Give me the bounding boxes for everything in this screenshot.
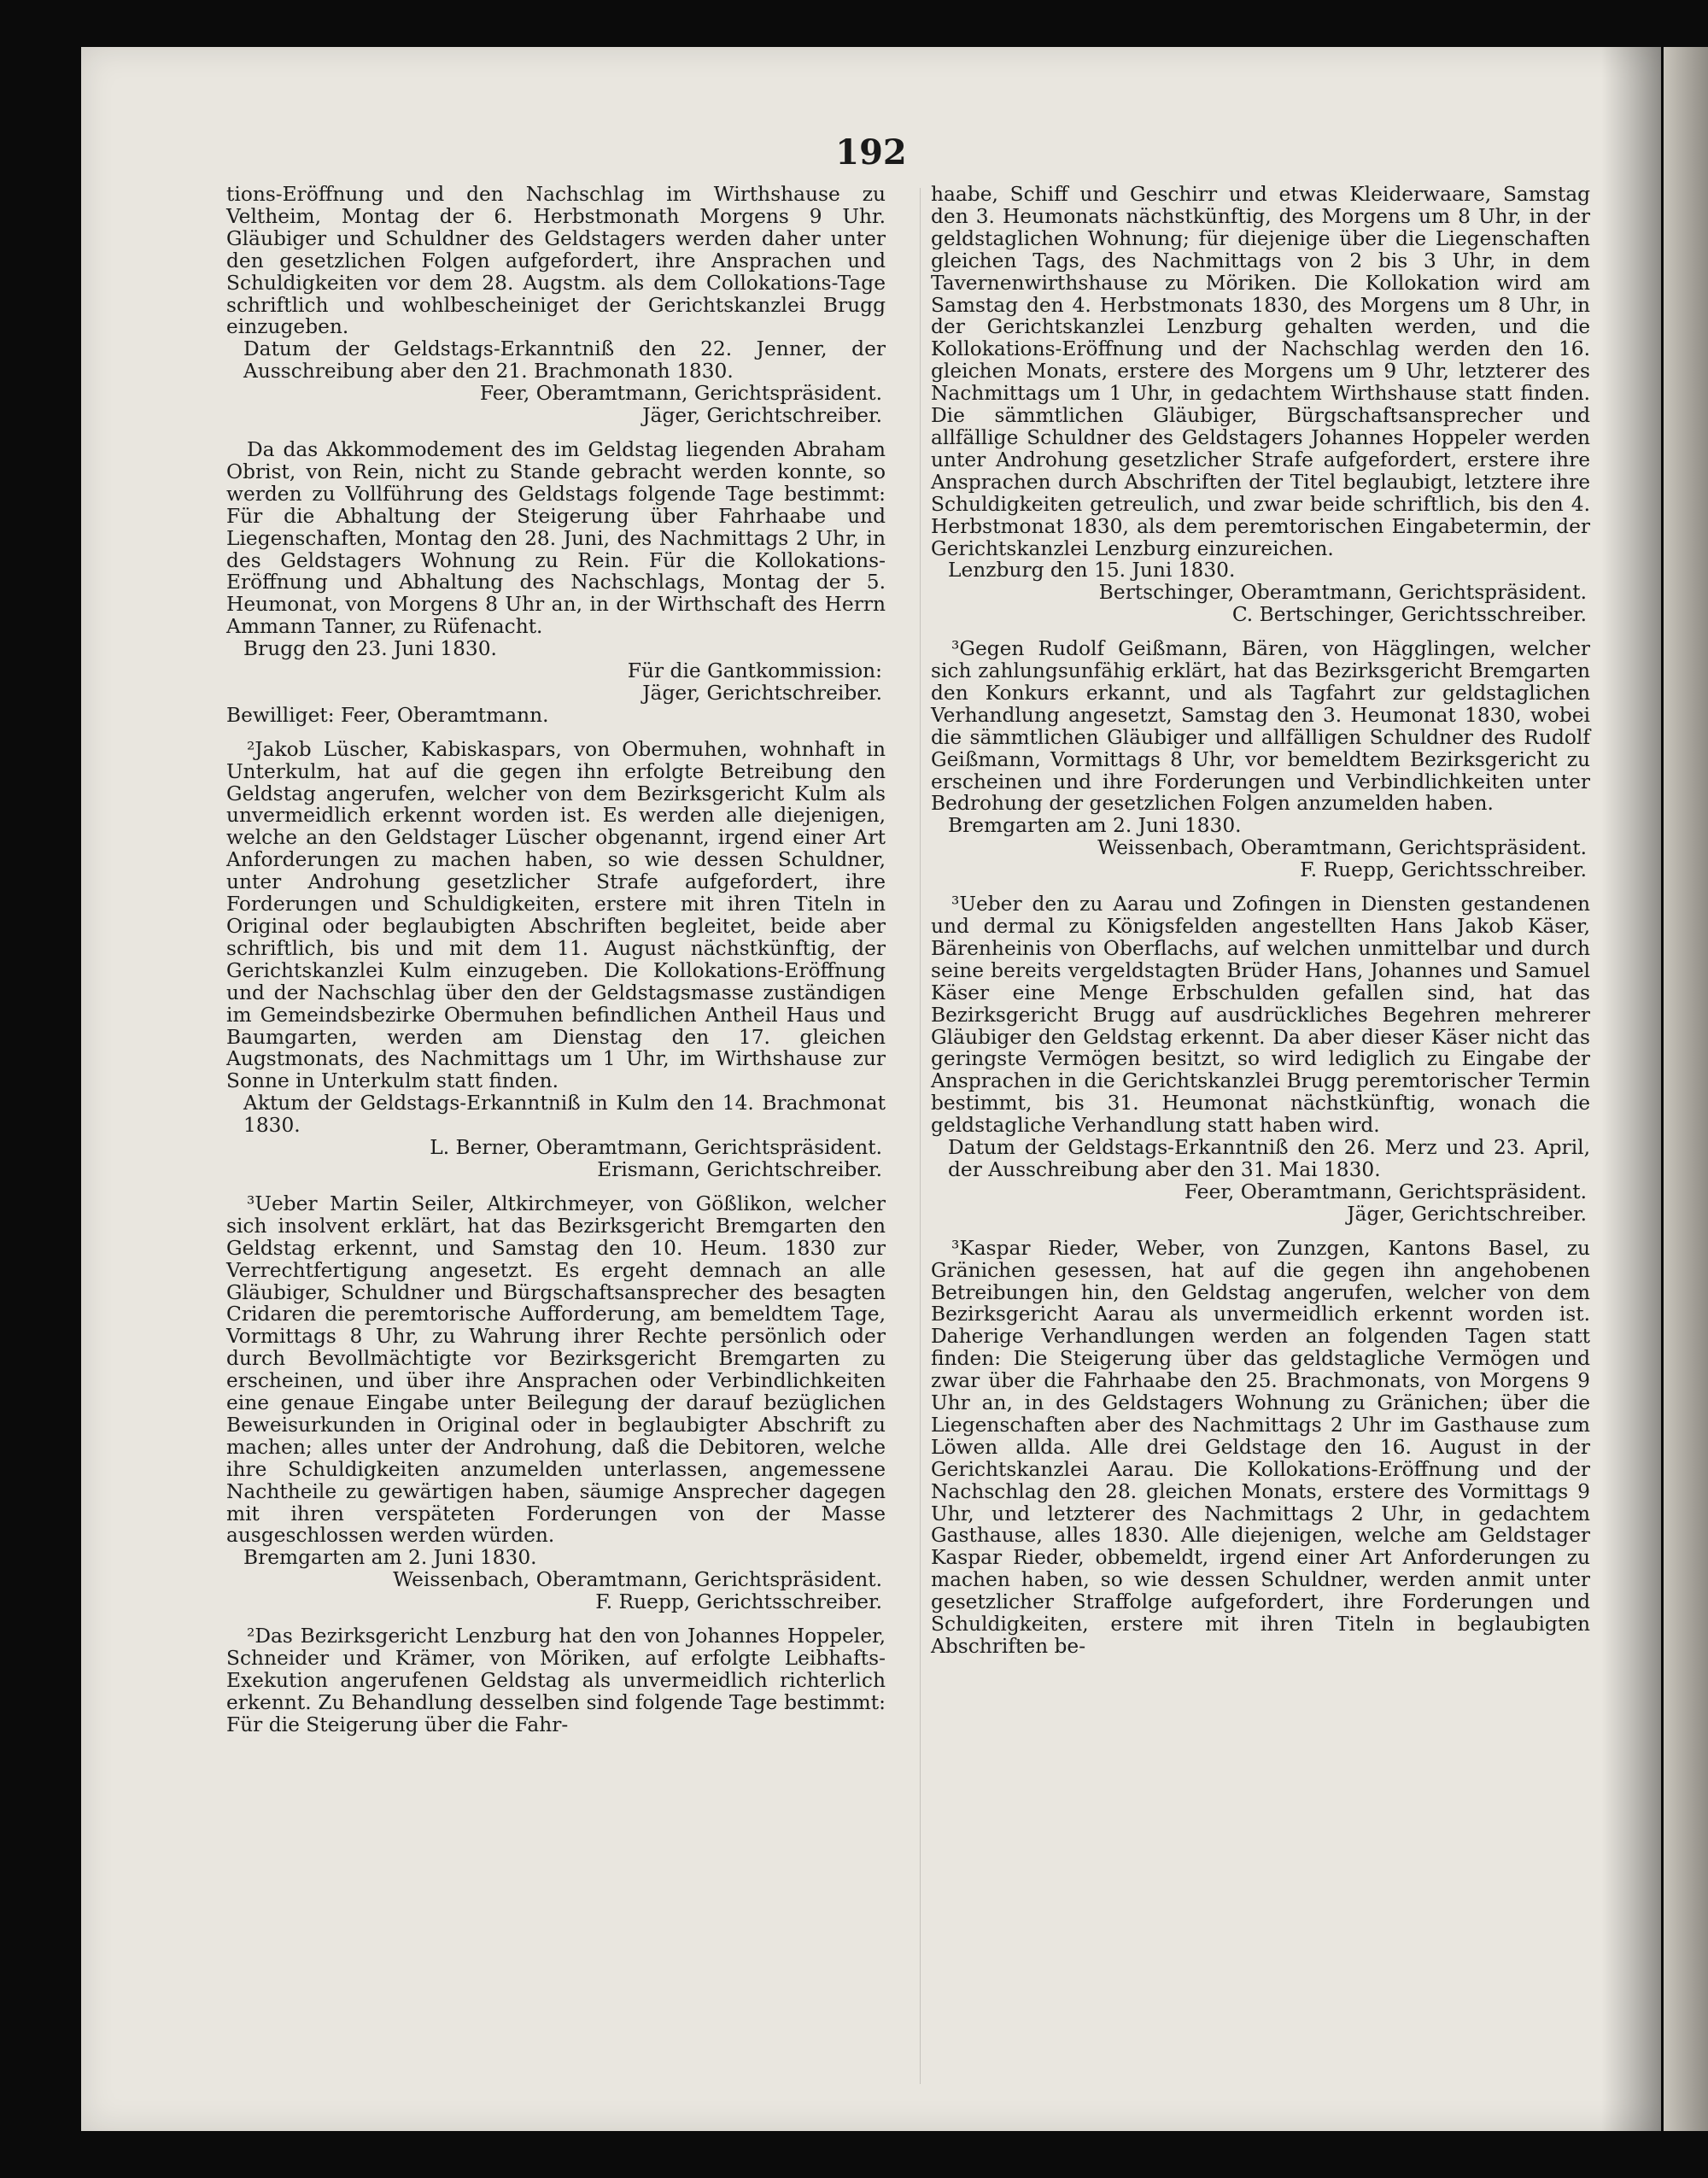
notice-signature: L. Berner, Oberamtmann, Gerichtspräsident. [430, 1136, 882, 1160]
right-column [931, 184, 1590, 1670]
notice-kaeser [931, 893, 1590, 1226]
notice-signature: Für die Gantkommission: [627, 659, 882, 683]
notice-signature: Weissenbach, Oberamtmann, Gerichtspräsident. [1097, 836, 1587, 860]
notice-signature-clerk: Jäger, Gerichtschreiber. [642, 404, 882, 428]
notice-body: haabe, Schiff und Geschirr und etwas Kleiderwaare, Samstag den 3. Heumonats nächstkünftig, des Morgens um 8 Uhr, in der geldstaglichen Wohnung; für diejenige über die Liegenschaften gleichen Tags, des Nachmittags von 2 bis 3 Uhr, in dem Tavernenwirthshause zu Möriken. Die Kollokation wird am Samstag den 4. Herbstmonats 1830, des Morgens um 8 Uhr, in der Gerichtskanzlei Lenzburg gehalten werden, und die Kollokations-Eröffnung und der Nachschlag werden den 16. gleichen Monats, erstere des Morgens um 9 Uhr, letzterer des Nachmittags um 1 Uhr, in gedachtem Wirthshause statt finden. Die sämmtlichen Gläubiger, Bürgschaftsansprecher und allfällige Schuldner des Geldstagers Johannes Hoppeler werden unter Androhung gesetzlicher Strafe aufgefordert, erstere ihre Ansprachen durch Abschriften der Titel beglaubigt, letztere ihre Schuldigkeiten getreulich, und zwar beide schriftlich, bis den 4. Herbstmonat 1830, als dem peremtorischen Eingabetermin, der Gerichtskanzlei Lenzburg einzureichen. [931, 183, 1590, 560]
notice-signature-clerk: F. Ruepp, Gerichtsschreiber. [595, 1590, 882, 1614]
notice-rieder [931, 1238, 1590, 1658]
newspaper-page [81, 47, 1661, 2131]
notice-date: Datum der Geldstags-Erkanntniß den 26. Merz und 23. April, der Ausschreibung aber den 31. Mai 1830. [948, 1136, 1590, 1181]
notice-date: Bremgarten am 2. Juni 1830. [243, 1546, 537, 1570]
notice-veltheim [226, 184, 886, 427]
notice-date: Bremgarten am 2. Juni 1830. [948, 814, 1242, 838]
notice-signature-clerk: Jäger, Gerichtschreiber. [1347, 1202, 1587, 1226]
notice-signature: Feer, Oberamtmann, Gerichtspräsident. [479, 382, 882, 406]
notice-body: ³Ueber Martin Seiler, Altkirchmeyer, von Gößlikon, welcher sich insolvent erklärt, hat das Bezirksgericht Bremgarten den Geldstag erkennt, und Samstag den 10. Heum. 1830 zur Verrechtfertigung angesetzt. Es ergeht demnach an alle Gläubiger, Schuldner und Bürgschaftsansprecher des besagten Cridaren die peremtorische Aufforderung, am bemeldtem Tage, Vormittags 8 Uhr, zu Wahrung ihrer Rechte persönlich oder durch Bevollmächtigte vor Bezirksgericht Bremgarten zu erscheinen, und über ihre Ansprachen oder Verbindlichkeiten eine genaue Eingabe unter Beilegung der darauf bezüglichen Beweisurkunden in Original oder in beglaubigter Abschrift zu machen; alles unter der Androhung, daß die Debitoren, welche ihre Schuldigkeiten anzumelden unterlassen, angemessene Nachtheile zu gewärtigen haben, säumige Ansprecher dagegen mit ihren verspäteten Forderungen von der Masse ausgeschlossen werden würden. [226, 1191, 886, 1548]
notice-body: ³Kaspar Rieder, Weber, von Zunzgen, Kantons Basel, zu Gränichen gesessen, hat auf die gegen ihn angehobenen Betreibungen hin, den Geldstag angerufen, welcher von dem Bezirksgericht Aarau als unvermeidlich erkennt worden ist. Daherige Verhandlungen werden an folgenden Tagen statt finden: Die Steigerung über das geldstagliche Vermögen und zwar über die Fahrhaabe den 25. Brachmonats, von Morgens 9 Uhr an, in des Geldstagers Wohnung zu Gränichen; über die Liegenschaften aber des Nachmittags 2 Uhr im Gasthause zum Löwen allda. Alle drei Geldstage den 16. August in der Gerichtskanzlei Aarau. Die Kollokations-Eröffnung und der Nachschlag den 28. gleichen Monats, erstere des Vormittags 9 Uhr, und letzterer des Nachmittags 2 Uhr, in gedachtem Gasthause, alles 1830. Alle diejenigen, welche am Geldstager Kaspar Rieder, obbemeldt, irgend einer Art Anforderungen zu machen haben, so wie dessen Schuldner, werden anmit unter gesetzlicher Straffolge aufgefordert, ihre Forderungen und Schuldigkeiten, erstere mit ihren Titeln in beglaubigten Abschriften be- [931, 1236, 1590, 1658]
notice-signature: Bertschinger, Oberamtmann, Gerichtspräsident. [1098, 581, 1587, 605]
notice-body: Da das Akkommodement des im Geldstag liegenden Abraham Obrist, von Rein, nicht zu Stande gebracht werden konnte, so werden zu Vollführung des Geldstags folgende Tage bestimmt: Für die Abhaltung der Steigerung über Fahrhaabe und Liegenschaften, Montag den 28. Juni, des Nachmittags 2 Uhr, in des Geldstagers Wohnung zu Rein. Für die Kollokations-Eröffnung und Abhaltung des Nachschlags, Montag der 5. Heumonat, von Morgens 8 Uhr an, in der Wirthschaft des Herrn Ammann Tanner, zu Rüfenacht. [226, 437, 886, 639]
notice-body: ³Ueber den zu Aarau und Zofingen in Diensten gestandenen und dermal zu Königsfelden angestellten Hans Jakob Käser, Bärenheinis von Oberflachs, auf welchen unmittelbar und durch seine bereits vergeldstagten Brüder Hans, Johannes und Samuel Käser eine Menge Erbschulden gefallen sind, hat das Bezirksgericht Brugg auf ausdrückliches Begehren mehrerer Gläubiger den Geldstag erkennt. Da aber dieser Käser nicht das geringste Vermögen besitzt, so wird lediglich zu Eingabe der Ansprachen in die Gerichtskanzlei Brugg peremtorischer Termin bestimmt, bis 31. Heumonat nächstkünftig, wonach die geldstagliche Verhandlung statt haben wird. [931, 893, 1590, 1138]
notice-date: Brugg den 23. Juni 1830. [243, 637, 497, 661]
notice-signature-clerk: Jäger, Gerichtschreiber. [642, 681, 882, 705]
notice-signature: Feer, Oberamtmann, Gerichtspräsident. [1184, 1180, 1587, 1203]
notice-signature-clerk: F. Ruepp, Gerichtsschreiber. [1300, 858, 1587, 882]
notice-body: ²Das Bezirksgericht Lenzburg hat den von Johannes Hoppeler, Schneider und Krämer, von Möriken, auf erfolgte Leibhafts-Exekution angerufenen Geldstag als unvermeidlich richterlich erkennt. Zu Behandlung desselben sind folgende Tage bestimmt: Für die Steigerung über die Fahr- [226, 1625, 886, 1736]
notice-date: Aktum der Geldstags-Erkanntniß in Kulm den 14. Brachmonat 1830. [243, 1092, 886, 1138]
notice-body: ²Jakob Lüscher, Kabiskaspars, von Obermuhen, wohnhaft in Unterkulm, hat auf die gegen ihn erfolgte Betreibung den Geldstag angerufen, welcher von dem Bezirksgericht Kulm als unvermeidlich erkennt worden ist. Es werden alle diejenigen, welche an den Geldstager Lüscher obgenannt, irgend einer Art Anforderungen zu machen haben, so wie dessen Schuldner, unter Androhung gesetzlicher Strafe aufgefordert, ihre Forderungen und Schuldigkeiten, erstere mit ihren Titeln in Original oder beglaubigten Abschriften begleitet, beide aber schriftlich, bis und mit dem 11. August nächstkünftig, der Gerichtskanzlei Kulm einzugeben. Die Kollokations-Eröffnung und der Nachschlag über den der Geldstagsmasse zuständigen im Gemeindsbezirke Obermuhen befindlichen Antheil Haus und Baumgarten, werden am Dienstag den 17. gleichen Augstmonats, des Nachmittags um 1 Uhr, im Wirthshause zur Sonne in Unterkulm statt finden. [226, 737, 886, 1093]
left-column [226, 184, 886, 1748]
page-number: 192 [835, 132, 907, 173]
notice-date: Lenzburg den 15. Juni 1830. [948, 559, 1236, 583]
notice-luescher [226, 739, 886, 1181]
notice-signature: Weissenbach, Oberamtmann, Gerichtspräsident. [393, 1568, 882, 1592]
column-divider [920, 188, 921, 2084]
notice-geissmann [931, 638, 1590, 881]
adjacent-page-edge [1664, 47, 1708, 2131]
notice-approval: Bewilliget: Feer, Oberamtmann. [226, 703, 549, 727]
notice-date: Datum der Geldstags-Erkanntniß den 22. Jenner, der Ausschreibung aber den 21. Brachmonath 1830. [243, 337, 886, 383]
notice-obrist [226, 439, 886, 727]
notice-body: ³Gegen Rudolf Geißmann, Bären, von Hägglingen, welcher sich zahlungsunfähig erklärt, hat das Bezirksgericht Bremgarten den Konkurs erkannt, und als Tagfahrt zur geldstaglichen Verhandlung angesetzt, Samstag den 3. Heumonat 1830, wobei die sämmtlichen Gläubiger und allfälligen Schuldner des Rudolf Geißmann, Vormittags 8 Uhr, vor bemeldtem Bezirksgericht zu erscheinen und ihre Forderungen und Verbindlichkeiten unter Bedrohung der gesetzlichen Folgen anzumelden haben. [931, 637, 1590, 816]
page-gutter-shadow [1601, 47, 1661, 2131]
notice-signature-clerk: C. Bertschinger, Gerichtsschreiber. [1231, 603, 1587, 627]
notice-signature-clerk: Erismann, Gerichtschreiber. [597, 1157, 882, 1181]
notice-hoppeler [226, 1625, 886, 1736]
notice-seiler [226, 1193, 886, 1613]
notice-body: tions-Eröffnung und den Nachschlag im Wirthshause zu Veltheim, Montag der 6. Herbstmonath Morgens 9 Uhr. Gläubiger und Schuldner des Geldstagers werden daher unter den gesetzlichen Folgen aufgefordert, ihre Ansprachen und Schuldigkeiten vor dem 28. Augstm. als dem Collokations-Tage schriftlich und wohlbescheiniget der Gerichtskanzlei Brugg einzugeben. [226, 183, 886, 339]
notice-hoppeler-continued [931, 184, 1590, 626]
